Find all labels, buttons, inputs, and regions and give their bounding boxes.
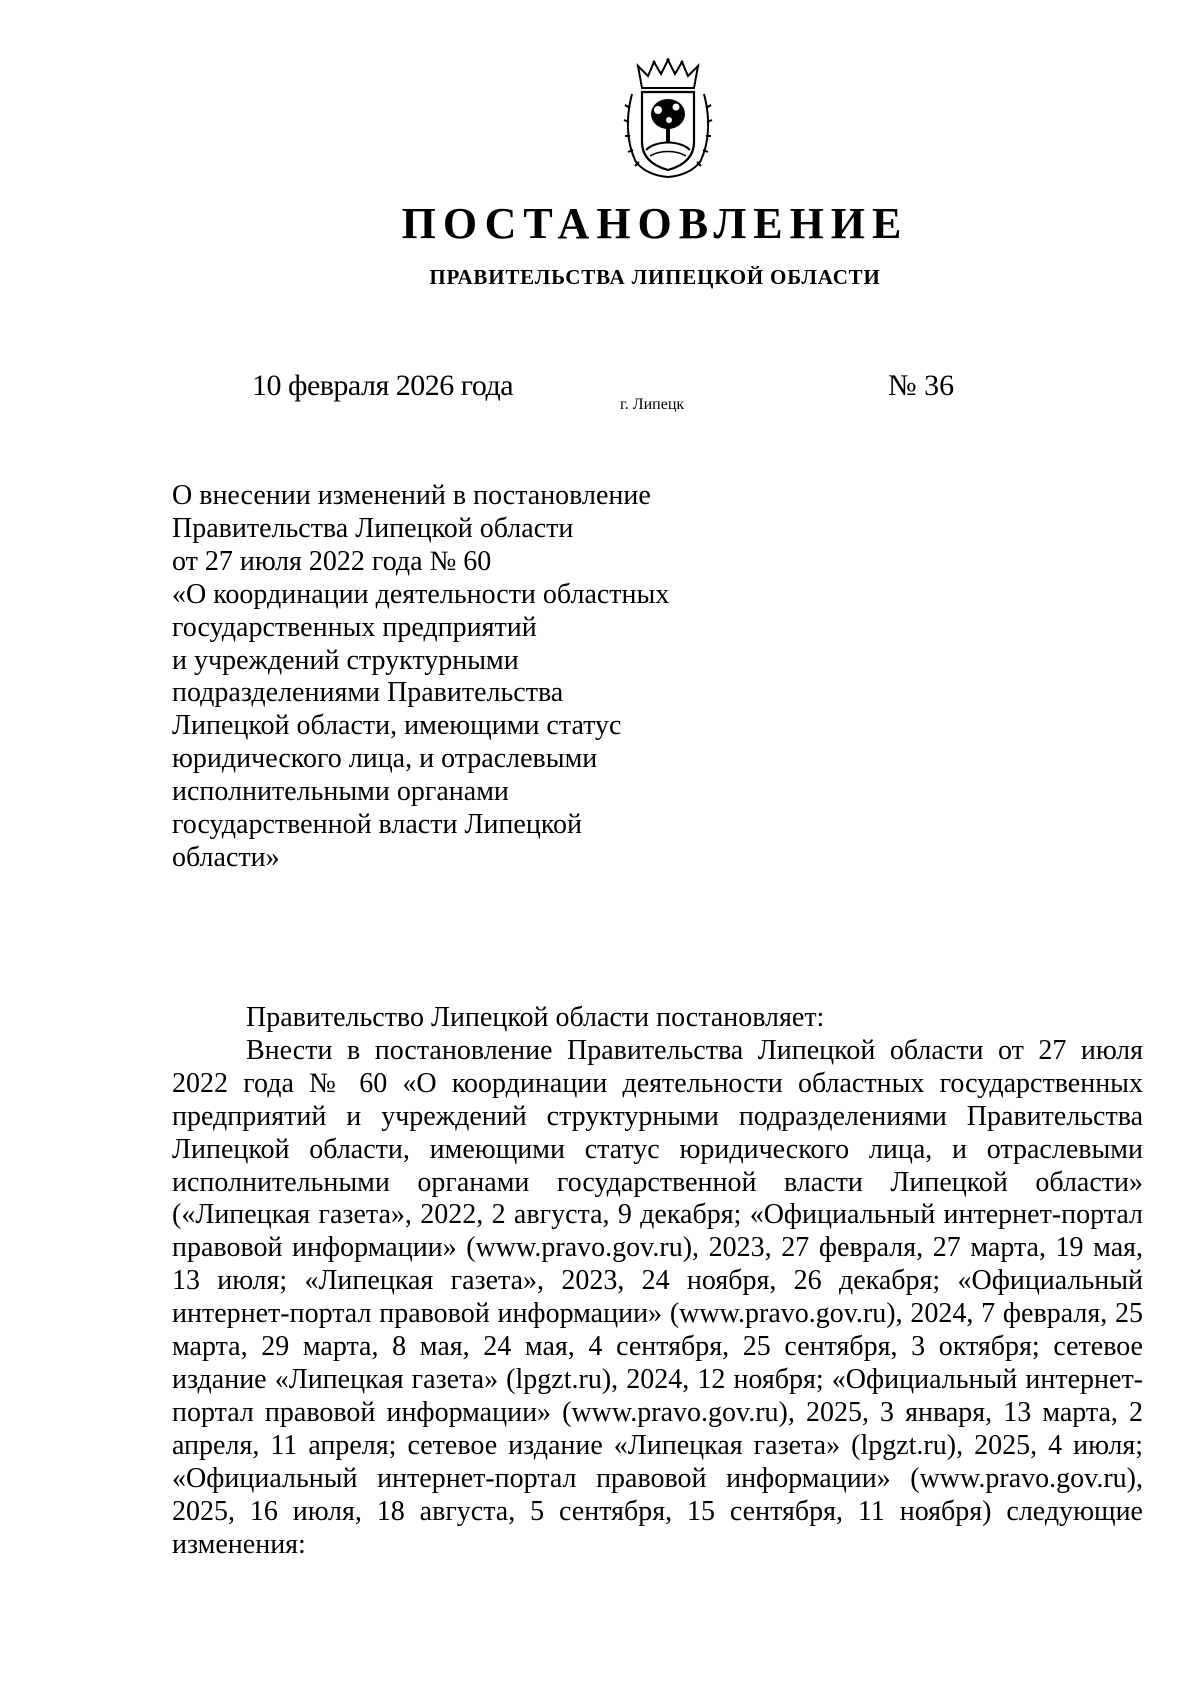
preamble-paragraph: Правительство Липецкой области постановляет: <box>246 1002 825 1033</box>
subject-line: от 27 июля 2022 года № 60 <box>172 545 492 577</box>
coat-of-arms-icon <box>620 58 716 180</box>
issuer-title: ПРАВИТЕЛЬСТВА ЛИПЕЦКОЙ ОБЛАСТИ <box>429 265 881 289</box>
subject-line: Липецкой области, имеющими статус <box>172 710 622 742</box>
subject-line: области» <box>172 841 280 873</box>
document-body <box>172 1002 1143 1561</box>
document-date: 10 февраля 2026 года <box>252 369 514 402</box>
document-type-title: ПОСТАНОВЛЕНИЕ <box>401 199 909 248</box>
subject-line: государственных предприятий <box>172 611 537 643</box>
subject-line: О внесении изменений в постановление <box>172 480 651 511</box>
subject-line: подразделениями Правительства <box>172 677 564 709</box>
document-city: г. Липецк <box>620 396 685 413</box>
document-subject <box>172 480 712 875</box>
subject-line: юридического лица, и отраслевыми <box>172 743 598 775</box>
subject-line: и учреждений структурными <box>172 644 519 676</box>
subject-line: «О координации деятельности областных <box>172 578 670 610</box>
subject-line: исполнительными органами <box>172 776 509 808</box>
amendment-paragraph: Внести в постановление Правительства Липецкой области от 27 июля 2022 года № 60 «О координации деятельности областных государственных предприятий и учреждений структурными подразделениями Правительства Липецкой области, имеющими статус юридического лица, и отраслевыми исполнительными органами государственной власти Липецкой области» («Липецкая газета», 2022, 2 августа, 9 декабря; «Официальный интернет-портал правовой информации» (www.pravo.gov.ru), 2023, 27 февраля, 27 марта, 19 мая, 13 июля; «Липецкая газета», 2023, 24 ноября, 26 декабря; «Официальный интернет-портал правовой информации» (www.pravo.gov.ru), 2024, 7 февраля, 25 марта, 29 марта, 8 мая, 24 мая, 4 сентября, 25 сентября, 3 октября; сетевое издание «Липецкая газета» (lpgzt.ru), 2024, 12 ноября; «Официальный интернет-портал правовой информации» (www.pravo.gov.ru), 2025, 3 января, 13 марта, 2 апреля, 11 апреля; сетевое издание «Липецкая газета» (lpgzt.ru), 2025, 4 июля; «Официальный интернет-портал правовой информации» (www.pravo.gov.ru), 2025, 16 июля, 18 августа, 5 сентября, 15 сентября, 11 ноября) следующие изменения: <box>172 1034 1143 1560</box>
subject-line: государственной власти Липецкой <box>172 809 582 841</box>
document-number: № 36 <box>888 369 955 402</box>
subject-line: Правительства Липецкой области <box>172 512 574 544</box>
